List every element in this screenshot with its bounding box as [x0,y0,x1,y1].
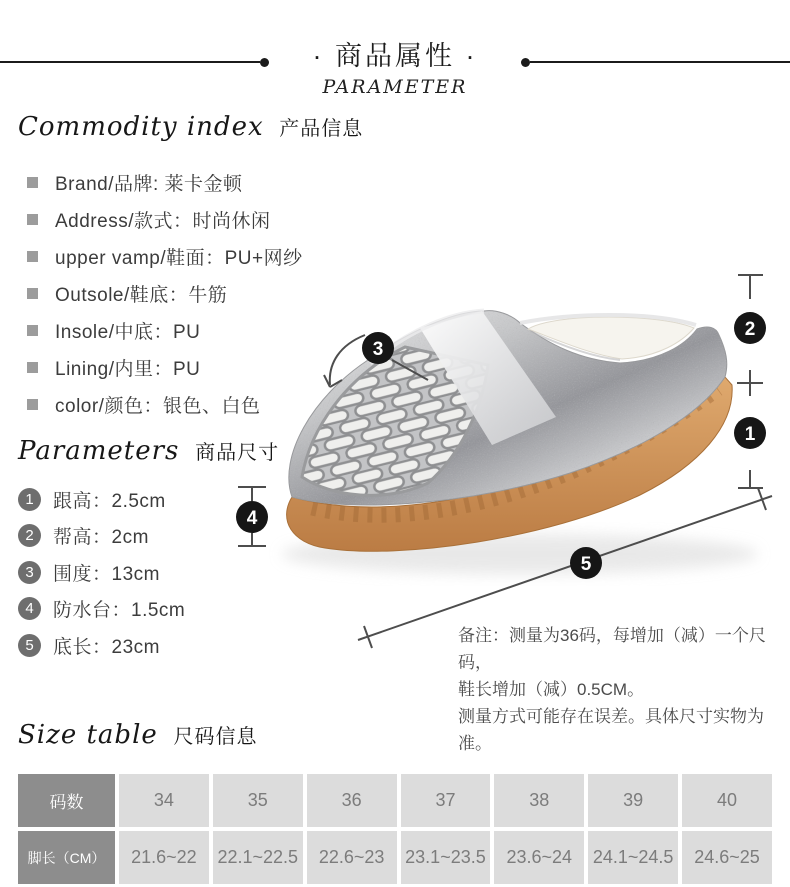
size-cell: 40 [682,774,772,827]
attribute-text: color/颜色：银色、白色 [55,396,261,417]
height-top-tick [738,275,763,299]
square-bullet-icon [27,214,38,225]
foot-length-cell: 21.6~22 [119,831,209,884]
foot-length-cell: 24.6~25 [682,831,772,884]
size-cell: 38 [494,774,584,827]
square-bullet-icon [27,362,38,373]
callout-label-4: 4 [246,508,258,529]
callout-label-2: 2 [744,319,756,340]
size-cell: 36 [307,774,397,827]
callout-label-1: 1 [744,424,756,445]
attribute-text: Lining/内里：PU [55,359,201,380]
size-table-heading-en: Size table [18,720,158,750]
measurement-note [458,622,790,757]
param-text: 帮高：2cm [53,527,149,549]
platform-bottom-tick [238,533,266,546]
size-row-header: 码数 [18,774,115,827]
page-subtitle: PARAMETER [322,76,468,98]
param-text: 底长：23cm [53,636,160,658]
param-text: 跟高：2.5cm [53,490,166,512]
attribute-text: upper vamp/鞋面：PU+网纱 [55,248,303,269]
commodity-index-heading-zh: 产品信息 [279,118,364,140]
platform-top-tick [238,487,266,501]
size-cell: 37 [401,774,491,827]
attribute-text: Address/款式：时尚休闲 [55,211,271,232]
size-cell: 35 [213,774,303,827]
foot-length-cell: 24.1~24.5 [588,831,678,884]
divider-line-left [0,61,260,63]
param-number-badge: 3 [18,561,41,584]
foot-length-cell: 23.1~23.5 [401,831,491,884]
param-text: 防水台：1.5cm [53,600,186,622]
commodity-index-heading [18,112,363,142]
size-table-heading [18,720,257,750]
param-number-badge: 1 [18,488,41,511]
attribute-text: Insole/中底：PU [55,322,201,343]
callout-label-3: 3 [372,339,384,360]
commodity-index-heading-en: Commodity index [18,112,264,142]
size-cell: 34 [119,774,209,827]
height-bottom-tick [738,470,763,488]
foot-length-row [18,831,772,884]
attribute-item-style [18,201,363,238]
foot-length-row-header: 脚长（CM） [18,831,115,884]
param-text: 围度：13cm [53,563,160,585]
foot-length-cell: 22.1~22.5 [213,831,303,884]
square-bullet-icon [27,251,38,262]
attribute-item-brand [18,164,363,201]
attribute-text: Brand/品牌: 莱卡金顿 [55,174,243,195]
size-table-section [18,720,257,750]
product-image [220,265,790,665]
parameters-heading-zh: 商品尺寸 [195,442,280,464]
attribute-text: Outsole/鞋底：牛筋 [55,285,228,306]
size-table [14,770,776,887]
callout-label-5: 5 [580,554,592,575]
note-line: 备注：测量为36码，每增加（减）一个尺码， [458,626,766,672]
height-mid-cross [737,370,763,396]
parameters-heading-en: Parameters [18,436,180,466]
foot-length-cell: 22.6~23 [307,831,397,884]
size-table-heading-zh: 尺码信息 [173,726,258,748]
page-title: · 商品属性 · [312,41,478,71]
foot-length-cell: 23.6~24 [494,831,584,884]
note-line: 鞋长增加（减）0.5CM。 [458,680,645,699]
size-row [18,774,772,827]
size-cell: 39 [588,774,678,827]
section-header [0,0,790,100]
square-bullet-icon [27,177,38,188]
divider-line-right [530,61,790,63]
note-line: 测量方式可能存在误差。具体尺寸实物为准。 [458,707,764,753]
square-bullet-icon [27,325,38,336]
square-bullet-icon [27,399,38,410]
param-number-badge: 2 [18,524,41,547]
square-bullet-icon [27,288,38,299]
param-number-badge: 4 [18,597,41,620]
param-number-badge: 5 [18,634,41,657]
